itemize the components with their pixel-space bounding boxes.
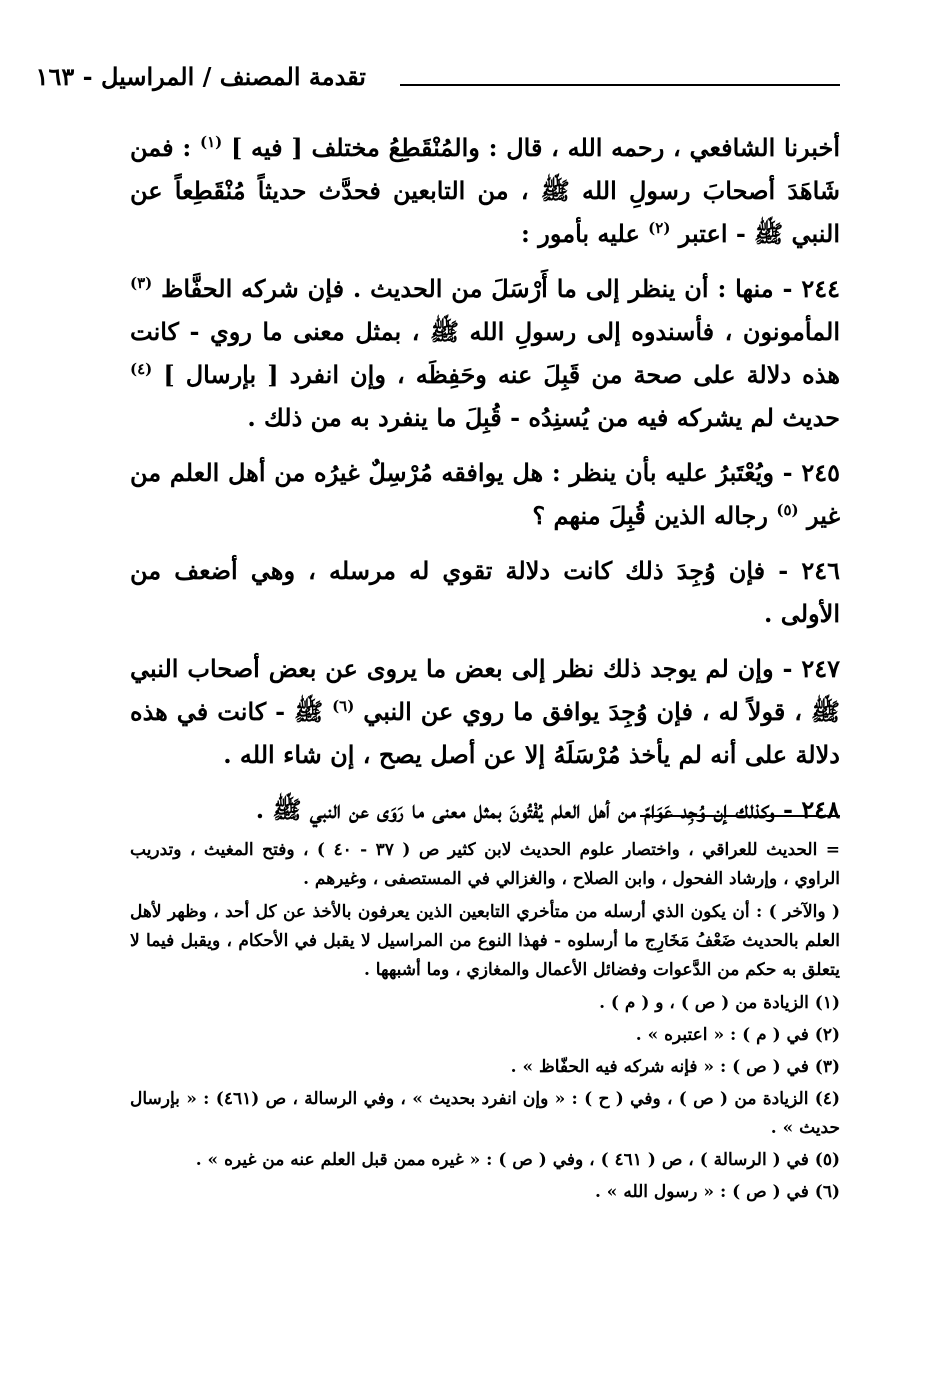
footnote-ref[interactable]: (٤) bbox=[130, 360, 153, 378]
footnote-ref[interactable]: (٢) bbox=[648, 219, 671, 237]
footnote-item: (١) الزيادة من ( ص ) ، و ( م ) . bbox=[599, 993, 840, 1013]
footnote-ref[interactable]: (١) bbox=[199, 133, 223, 151]
footnote-separator bbox=[640, 815, 840, 817]
paragraph-text: منها : أن ينظر إلى ما أَرْسَلَ من الحديث . فإن شركه الحفَّاظ bbox=[152, 274, 774, 303]
paragraph-245 bbox=[130, 451, 840, 537]
paragraph-text: ويُعْتَبرُ عليه بأن ينظر : هل يوافقه مُرْسِلٌ غيرُه من أهل العلم من غير bbox=[130, 458, 840, 530]
paragraph-text: أخبرنا الشافعي ، رحمه الله ، قال : والمُنْقَطِعُ مختلف [ فيه ] bbox=[222, 133, 841, 162]
paragraph-number: ٢٤٧ - bbox=[773, 654, 841, 683]
paragraph-text: وإن لم يوجد ذلك نظر إلى بعض ما يروى عن بعض أصحاب النبي ﷺ ، قولاً له ، فإن وُجِدَ يوافق ما روي عن النبي bbox=[130, 654, 840, 726]
paragraph-text: : فمن شَاهَدَ أصحابَ رسولِ الله ﷺ ، من التابعين فحدَّث حديثاً مُنْقَطِعاً عن النبي ﷺ - اعتبر bbox=[130, 133, 840, 248]
footnote-item: (٣) في ( ص ) : « فإنه شركه فيه الحفّاظ » . bbox=[510, 1057, 840, 1077]
paragraph-text: فإن وُجِدَ ذلك كانت دلالة تقوي له مرسله ، وهي أضعف من الأولى . bbox=[130, 556, 840, 628]
footnote-continuation: ( والآخر ) : أن يكون الذي أرسله من متأخري التابعين الذين يعرفون بالأخذ عن كل أحد ، وظهر لأهل العلم بالحديث ضَعْفُ مَخَارِج ما أرسلوه - فهذا النوع من المراسيل لا يقبل في الأحكام ، ويقبل فيما لا يتعلق به حكم من الدَّعوات وفضائل الأعمال والمغازي ، وما أشبهها . bbox=[130, 902, 840, 980]
paragraph-247 bbox=[130, 647, 840, 776]
paragraph-number: ٢٤٥ - bbox=[773, 458, 841, 487]
footnote-item: (٦) في ( ص ) : « رسول الله » . bbox=[594, 1182, 840, 1202]
paragraph-244 bbox=[130, 267, 840, 439]
paragraph-246 bbox=[130, 549, 840, 635]
paragraph-text: حديث لم يشركه فيه من يُسنِدُه - قُبِلَ ما ينفرد به من ذلك . bbox=[247, 403, 840, 432]
footnotes bbox=[130, 836, 840, 1207]
paragraph-text: المأمونون ، فأسندوه إلى رسولِ الله ﷺ ، بمثل معنى ما روي - كانت هذه دلالة على صحة من قَبِلَ عنه وحَفِظَه ، وإن انفرد [ بإرسال ] bbox=[130, 317, 840, 389]
footnote-ref[interactable]: (٥) bbox=[776, 501, 799, 519]
paragraph-number: ٢٤٨ - bbox=[774, 795, 840, 824]
paragraph-248 bbox=[130, 788, 840, 831]
footnote-item: (٥) في ( الرسالة ) ، ص ( ٤٦١ ) ، وفي ( ص ) : « غيره ممن قبل العلم عنه من غيره » . bbox=[195, 1150, 840, 1170]
paragraph-text: عليه بأمور : bbox=[521, 219, 649, 248]
footnote-item: (٢) في ( م ) : « اعتبره » . bbox=[635, 1025, 840, 1045]
footnote-continuation: = الحديث للعراقي ، واختصار علوم الحديث لابن كثير ص ( ٣٧ - ٤٠ ) ، وفتح المغيث ، وتدريب الراوي ، وإرشاد الفحول ، وابن الصلاح ، والغزالي في المستصفى ، وغيرهم . bbox=[130, 840, 840, 889]
paragraph-number: ٢٤٤ - bbox=[773, 274, 841, 303]
paragraph-number: ٢٤٦ - bbox=[765, 556, 840, 585]
main-text bbox=[130, 126, 840, 843]
running-header: تقدمة المصنف / المراسيل - ١٦٣ bbox=[35, 62, 366, 91]
footnote-item: (٤) الزيادة من ( ص ) ، وفي ( ح ) : « وإن انفرد بحديث » ، وفي الرسالة ، ص (٤٦١) : « بإرسال حديث » . bbox=[130, 1089, 840, 1138]
paragraph-intro bbox=[130, 126, 840, 255]
paragraph-text: رجاله الذين قُبِلَ منهم ؟ bbox=[532, 501, 777, 530]
paragraph-text: وكذلك إن وُجِد عَوَامّ من أهل العلم يُفْتُونَ بمثل معنى ما رَوَى عن النبي ﷺ . bbox=[255, 795, 775, 824]
header-rule bbox=[400, 84, 840, 86]
footnote-ref[interactable]: (٣) bbox=[130, 274, 153, 292]
footnote-ref[interactable]: (٦) bbox=[332, 697, 355, 715]
paragraph-text: ﷺ - كانت في هذه دلالة على أنه لم يأخذ مُرْسَلَهُ إلا عن أصل يصح ، إن شاء الله . bbox=[130, 697, 840, 769]
